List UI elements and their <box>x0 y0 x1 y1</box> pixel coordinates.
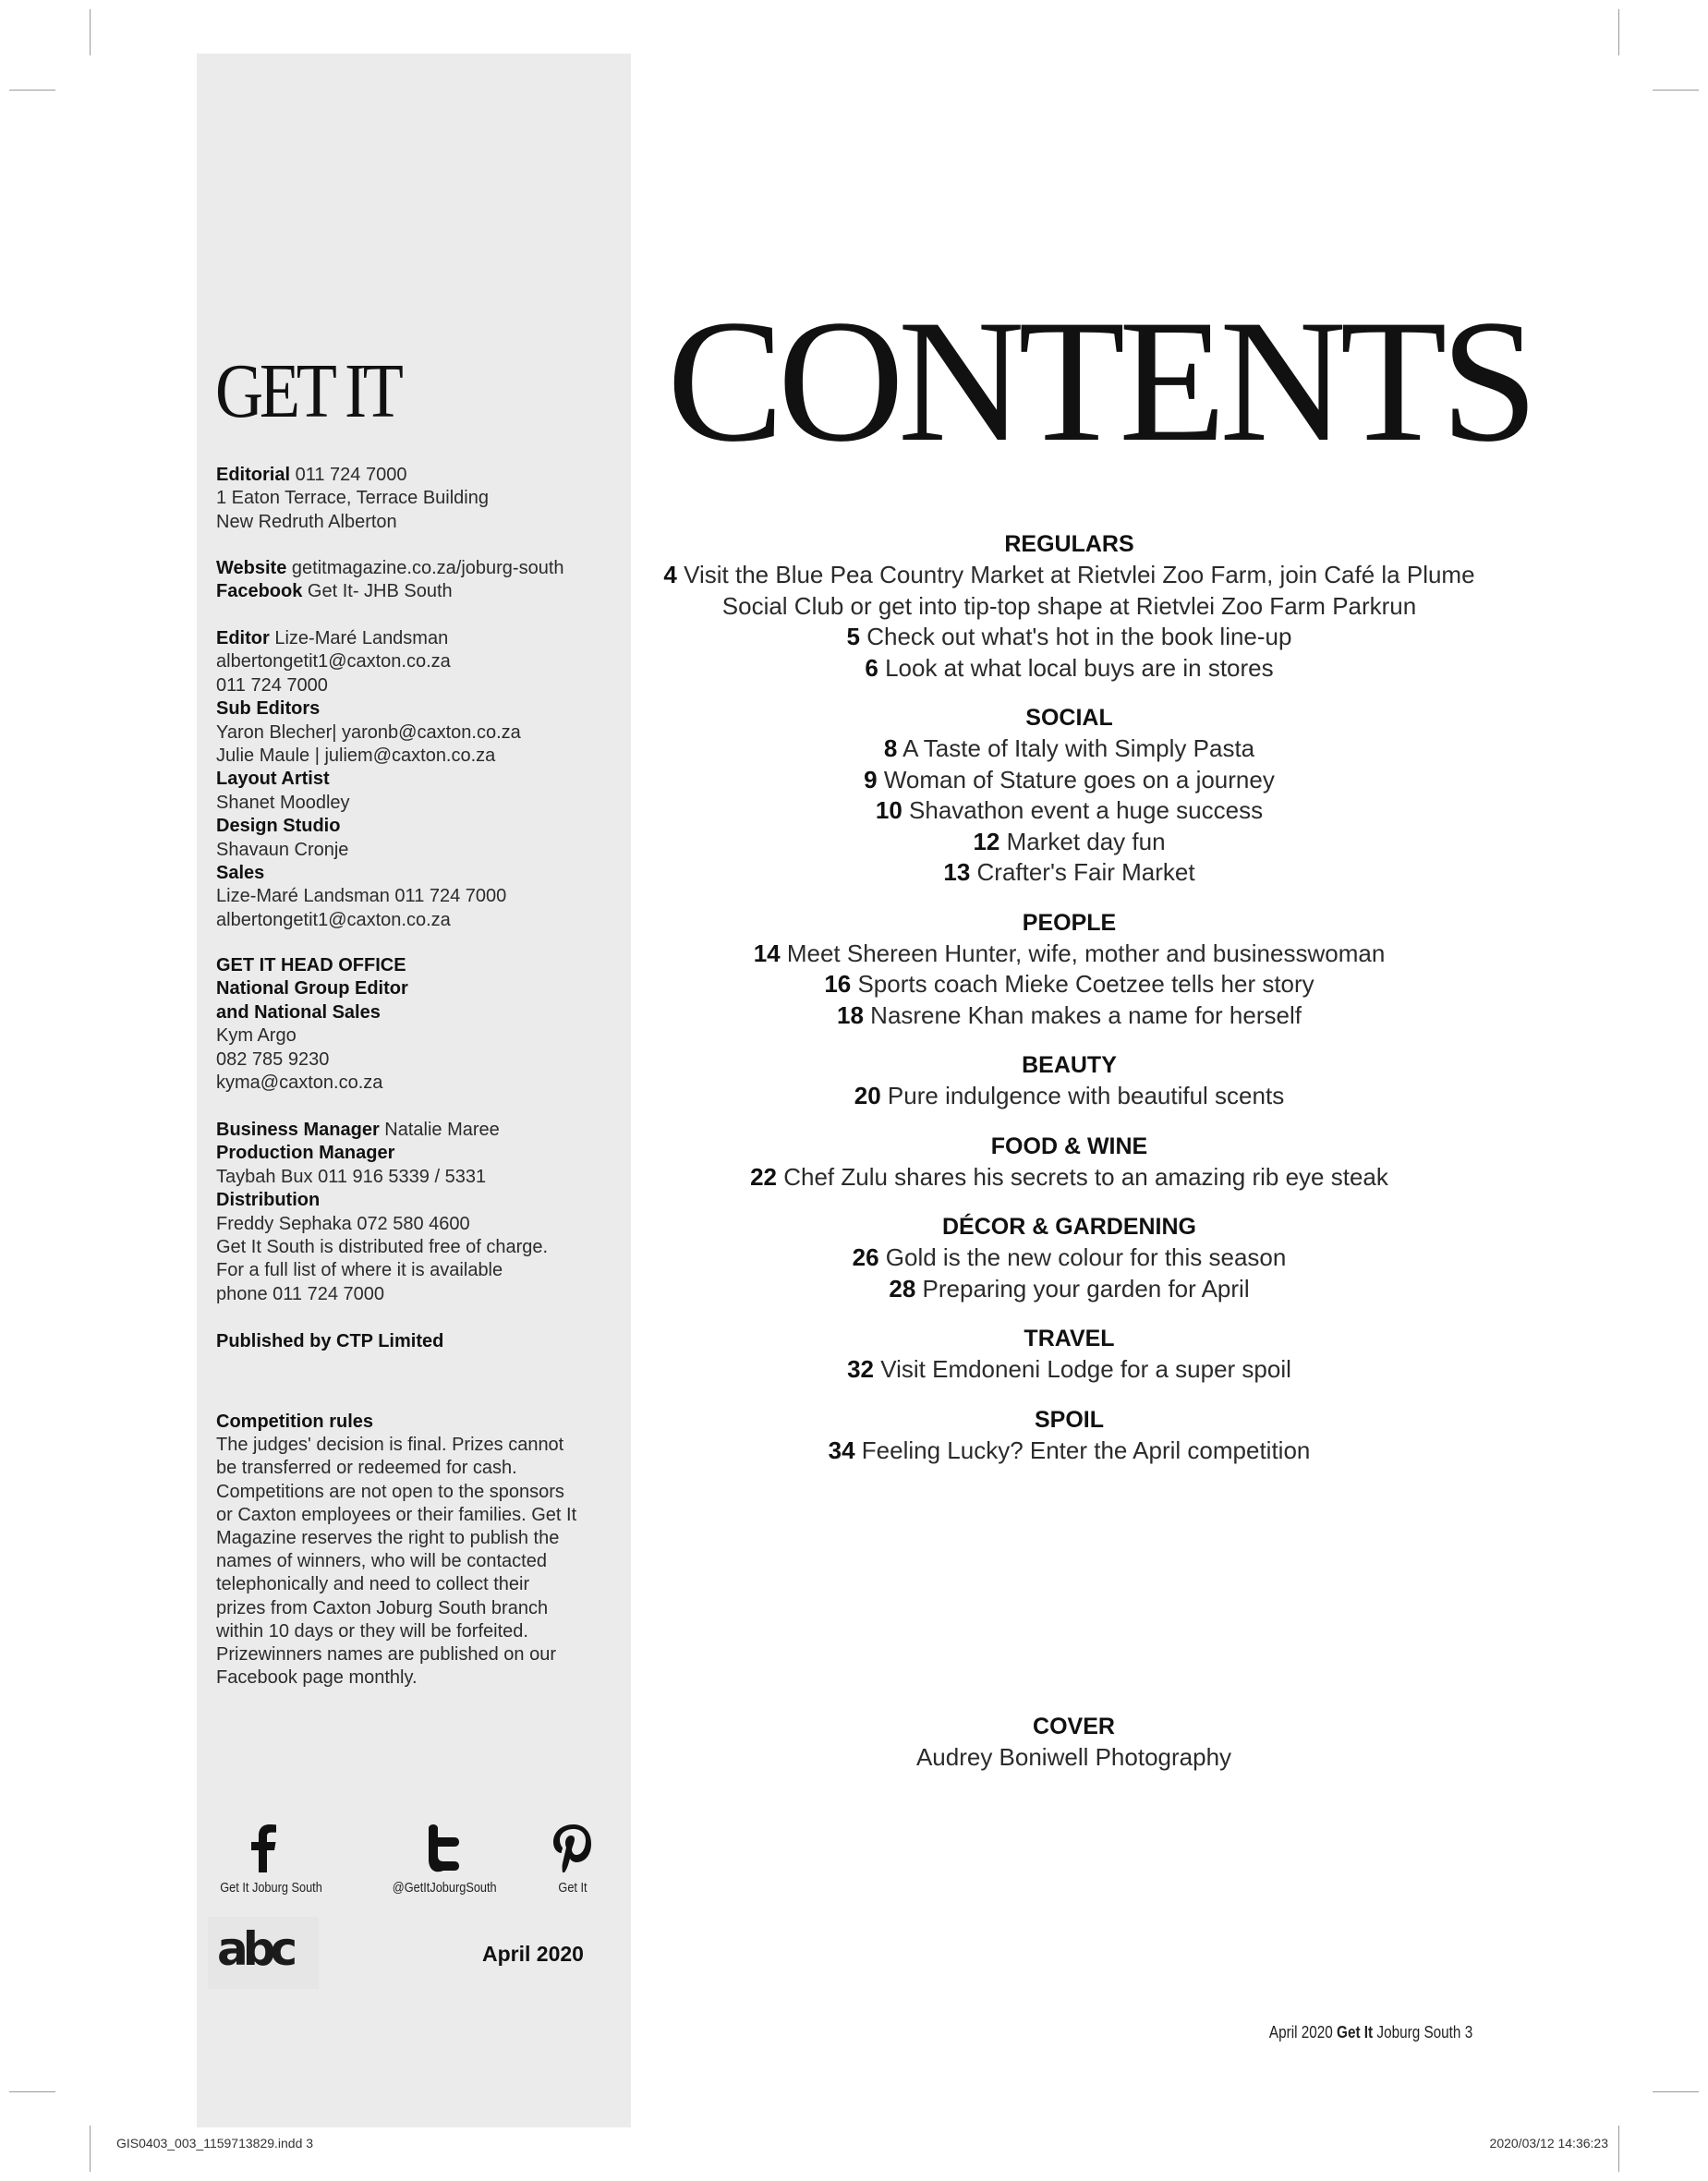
page-number: 16 <box>824 970 852 998</box>
website-link[interactable]: getitmagazine.co.za/joburg-south <box>291 558 564 578</box>
staff-block: Editor Lize-Maré Landsman albertongetit1@caxton.co.za 011 724 7000 Sub Editors Yaron Blecher| yaronb@caxton.co.za Julie Maule | juliem@caxton.co.za Layout Artist Shanet Moodley Design Studio Shavaun Cronje Sales Lize-Maré Landsman 011 724 7000 albertongetit1@caxton.co.za <box>216 627 521 932</box>
toc-section <box>660 1405 1478 1467</box>
crop-mark <box>1653 90 1699 91</box>
page-number: 8 <box>883 734 898 762</box>
entry-title: Gold is the new colour for this season <box>878 1243 1287 1271</box>
editor-email[interactable]: albertongetit1@caxton.co.za <box>216 651 451 672</box>
cover-credit <box>660 1712 1487 1773</box>
management-block: Business Manager Natalie Maree Production Manager Taybah Bux 011 916 5339 / 5331 Distribution Freddy Sephaka 072 580 4600 Get It South is distributed free of charge. For a full list of where it is available phone 011 724 7000 <box>216 1120 549 1304</box>
toc-section <box>660 703 1478 889</box>
competition-rule-line: telephonically and need to collect their <box>216 1574 530 1595</box>
entry-title: Crafter's Fair Market <box>970 858 1195 886</box>
section-heading: SOCIAL <box>1025 705 1113 731</box>
entry-title: Look at what local buys are in stores <box>878 653 1274 682</box>
section-heading: REGULARS <box>1004 531 1134 557</box>
page-number: 22 <box>750 1162 778 1191</box>
toc-entry[interactable] <box>660 857 1478 889</box>
competition-rule-line: The judges' decision is final. Prizes cannot <box>216 1435 564 1456</box>
entry-title: Check out what's hot in the book line-up <box>860 623 1292 650</box>
page-number: 14 <box>753 939 781 967</box>
entry-title: Visit the Blue Pea Country Market at Rietvlei Zoo Farm, join Café la Plume <box>676 561 1475 588</box>
pinterest-icon <box>551 1824 594 1872</box>
competition-rules: Competition rules The judges' decision is final. Prizes cannot be transferred or redeemed for cash. Competitions are not open to the sponsors or Caxton employees or their families. Get It Magazine reserves the right to publish the names of winners, who will be contacted telephonically and need to collect their prizes from Caxton Joburg South branch within 10 days or they will be forfeited. Prizewinners names are published on our Facebook page monthly. <box>216 1411 586 1690</box>
toc-entry[interactable] <box>660 1242 1478 1274</box>
toc-section <box>660 1050 1478 1112</box>
page-number: 9 <box>864 765 878 794</box>
facebook-icon <box>248 1824 278 1872</box>
toc-entry[interactable] <box>660 939 1478 970</box>
page-number: 32 <box>847 1355 874 1383</box>
crop-mark <box>1618 9 1619 55</box>
toc-entry[interactable] <box>660 653 1478 685</box>
entry-title: Social Club or get into tip-top shape at Rietvlei Zoo Farm Parkrun <box>721 591 1417 620</box>
entry-title: Visit Emdoneni Lodge for a super spoil <box>874 1355 1291 1383</box>
competition-rule-line: within 10 days or they will be forfeited. <box>216 1620 528 1642</box>
page-number: 10 <box>875 796 902 824</box>
page-number: 4 <box>663 561 677 588</box>
page-number: 28 <box>889 1274 916 1303</box>
toc-entry[interactable] <box>660 1081 1478 1112</box>
competition-rule-line: prizes from Caxton Joburg South branch <box>216 1597 549 1618</box>
competition-rule-line: Magazine reserves the right to publish the <box>216 1528 560 1549</box>
entry-title: Pure indulgence with beautiful scents <box>880 1082 1285 1109</box>
toc-entry[interactable] <box>660 591 1478 623</box>
entry-title: Shavathon event a huge success <box>902 796 1264 824</box>
toc-section <box>660 1132 1478 1193</box>
table-of-contents <box>660 529 1478 1466</box>
cover-heading: COVER <box>1033 1714 1115 1739</box>
entry-title: Feeling Lucky? Enter the April competition <box>854 1436 1311 1464</box>
section-heading: SPOIL <box>1034 1406 1104 1433</box>
toc-section <box>660 908 1478 1032</box>
head-office-block: GET IT HEAD OFFICE National Group Editor and National Sales Kym Argo 082 785 9230 kyma@caxton.co.za <box>216 954 408 1095</box>
entry-title: Sports coach Mieke Coetzee tells her story <box>851 970 1314 998</box>
entry-title: Chef Zulu shares his secrets to an amazing rib eye steak <box>777 1162 1388 1191</box>
toc-entry[interactable] <box>660 733 1478 765</box>
page-number: 6 <box>865 653 878 682</box>
competition-rule-line: names of winners, who will be contacted <box>216 1551 547 1572</box>
entry-title: Preparing your garden for April <box>915 1274 1250 1303</box>
entry-title: Market day fun <box>999 827 1166 855</box>
file-slug: GIS0403_003_1159713829.indd 3 <box>116 2136 314 2151</box>
sales-email[interactable]: albertongetit1@caxton.co.za <box>216 909 451 930</box>
competition-rule-line: Facebook page monthly. <box>216 1667 418 1689</box>
toc-entry[interactable] <box>660 1274 1478 1305</box>
crop-mark <box>1653 2091 1699 2092</box>
entry-title: Meet Shereen Hunter, wife, mother and businesswoman <box>780 939 1386 967</box>
facebook-link[interactable]: Get It- JHB South <box>307 581 453 602</box>
section-heading: DÉCOR & GARDENING <box>941 1214 1196 1240</box>
twitter-social[interactable]: @GetItJoburgSouth <box>383 1824 503 1896</box>
toc-entry[interactable] <box>660 1000 1478 1032</box>
section-heading: PEOPLE <box>1022 909 1117 936</box>
print-timestamp: 2020/03/12 14:36:23 <box>1489 2136 1608 2151</box>
abc-logo <box>208 1917 319 1989</box>
cover-photographer: Audrey Boniwell Photography <box>915 1743 1232 1771</box>
editorial-block: Editorial 011 724 7000 1 Eaton Terrace, Terrace Building New Redruth Alberton <box>216 465 489 532</box>
page-title: CONTENTS <box>667 285 1532 479</box>
page-number: 5 <box>846 623 860 650</box>
page-number: 18 <box>837 1000 864 1029</box>
toc-section <box>660 529 1478 684</box>
page-number: 20 <box>854 1082 881 1109</box>
crop-mark <box>9 2091 55 2092</box>
facebook-social[interactable]: Get It Joburg South <box>212 1824 314 1896</box>
page-number: 34 <box>828 1436 855 1464</box>
twitter-icon <box>423 1824 464 1872</box>
brand-logo: GET IT <box>215 348 400 434</box>
svg-text:abc: abc <box>217 1922 293 1976</box>
page-number: 26 <box>852 1243 879 1271</box>
crop-mark <box>90 2126 91 2172</box>
toc-entry[interactable] <box>660 765 1478 796</box>
section-heading: BEAUTY <box>1022 1052 1117 1078</box>
page-folio: April 2020 Get It Joburg South 3 <box>1268 2023 1472 2042</box>
toc-entry[interactable] <box>660 622 1478 653</box>
page-number: 12 <box>973 827 1000 855</box>
head-office-email[interactable]: kyma@caxton.co.za <box>216 1072 383 1094</box>
crop-mark <box>9 90 55 91</box>
competition-rule-line: Prizewinners names are published on our <box>216 1644 556 1666</box>
entry-title: Woman of Stature goes on a journey <box>877 765 1275 794</box>
toc-entry[interactable] <box>660 560 1478 591</box>
section-heading: TRAVEL <box>1024 1326 1115 1351</box>
crop-mark <box>1618 2126 1619 2172</box>
toc-entry[interactable] <box>660 1436 1478 1467</box>
toc-entry[interactable] <box>660 795 1478 827</box>
competition-rule-line: or Caxton employees or their families. Get It <box>216 1504 577 1525</box>
entry-title: Nasrene Khan makes a name for herself <box>863 1000 1302 1029</box>
section-heading: FOOD & WINE <box>990 1133 1148 1159</box>
toc-entry[interactable] <box>660 969 1478 1000</box>
toc-section <box>660 1212 1478 1304</box>
toc-entry[interactable] <box>660 1162 1478 1193</box>
toc-entry[interactable] <box>660 1354 1478 1386</box>
toc-entry[interactable] <box>660 827 1478 858</box>
pinterest-social[interactable]: Get It <box>540 1824 605 1896</box>
competition-rule-line: Competitions are not open to the sponsors <box>216 1481 564 1502</box>
competition-rule-line: be transferred or redeemed for cash. <box>216 1458 517 1479</box>
publisher-line: Published by CTP Limited <box>216 1331 444 1351</box>
entry-title: A Taste of Italy with Simply Pasta <box>897 734 1255 762</box>
issue-date: April 2020 <box>482 1942 584 1966</box>
crop-mark <box>90 9 91 55</box>
toc-section <box>660 1324 1478 1386</box>
page-number: 13 <box>943 858 971 886</box>
web-block: Website getitmagazine.co.za/joburg-south Facebook Get It- JHB South <box>216 558 564 602</box>
